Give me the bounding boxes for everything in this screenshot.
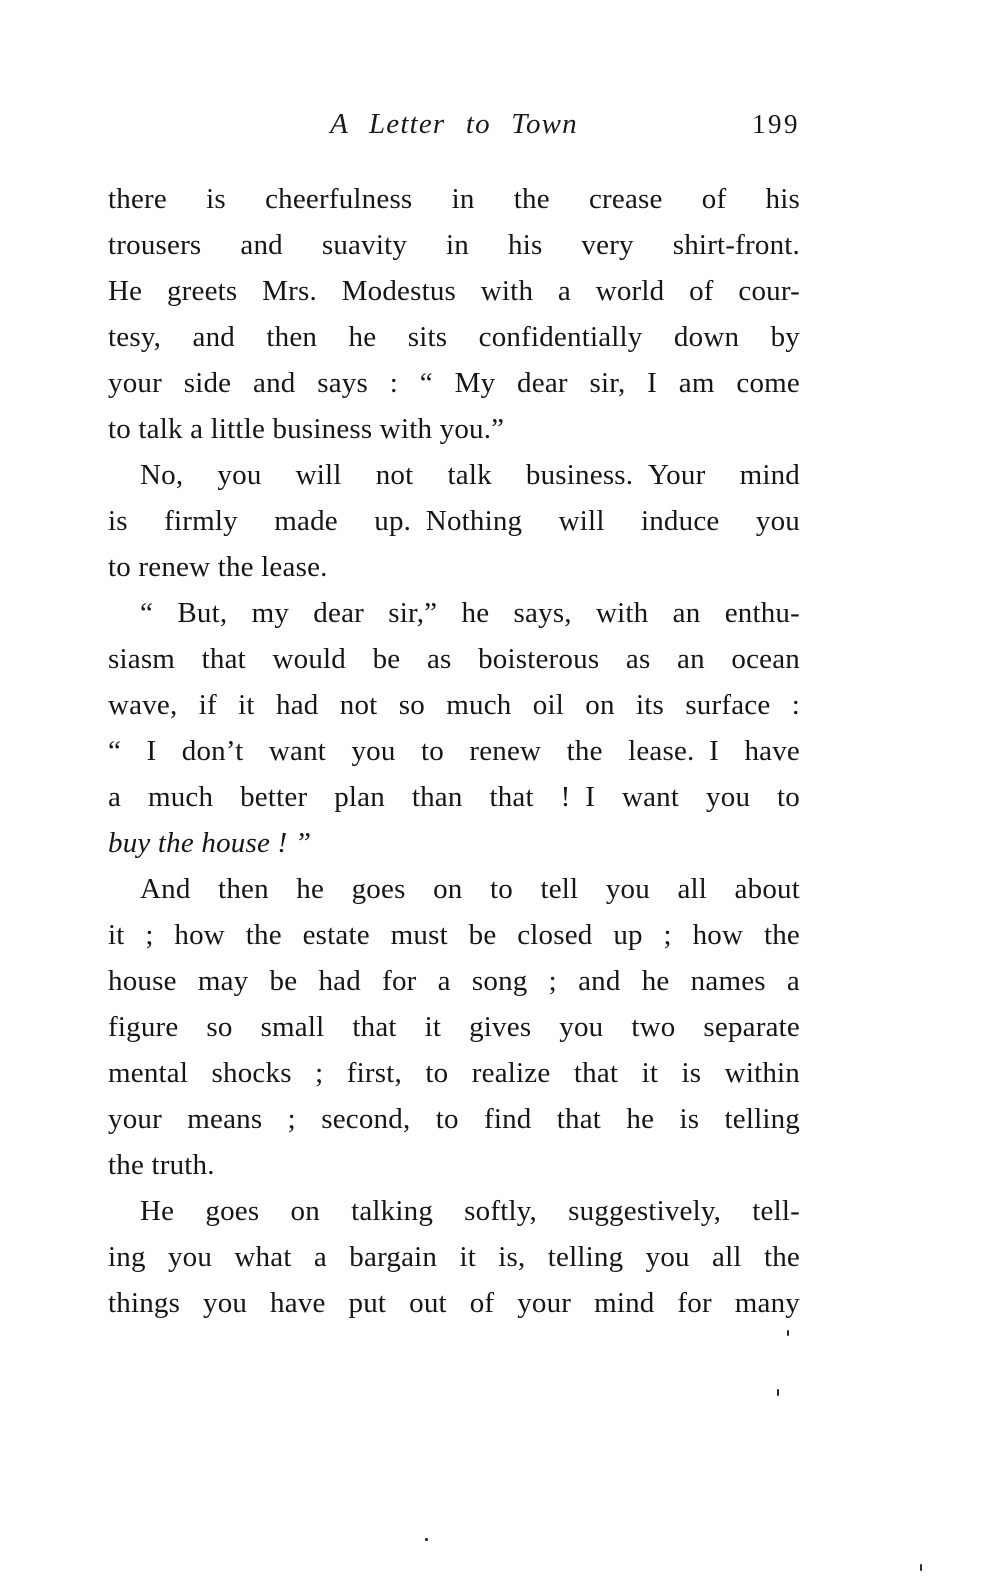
- running-header: [108, 108, 800, 148]
- text-line: ing you what a bargain it is, telling you all the: [108, 1241, 800, 1273]
- text-line: And then he goes on to tell you all about: [140, 873, 800, 905]
- text-line: wave, if it had not so much oil on its surface :: [108, 689, 800, 721]
- text-line: the truth.: [108, 1149, 215, 1181]
- text-line: He greets Mrs. Modestus with a world of cour-: [108, 275, 800, 307]
- text-line: to renew the lease.: [108, 551, 328, 583]
- text-line: tesy, and then he sits confidentially down by: [108, 321, 800, 353]
- text-line: No, you will not talk business. Your mind: [140, 459, 800, 491]
- text-line: trousers and suavity in his very shirt-front.: [108, 229, 800, 261]
- text-line: it ; how the estate must be closed up ; how the: [108, 919, 800, 951]
- paragraph: [108, 866, 800, 1188]
- text-line: He goes on talking softly, suggestively, tell-: [140, 1195, 800, 1227]
- scan-speck: [777, 1389, 779, 1396]
- text-line: mental shocks ; first, to realize that it is within: [108, 1057, 800, 1089]
- text-line: a much better plan than that ! I want you to: [108, 781, 800, 813]
- scan-speck: [920, 1564, 922, 1571]
- text-line: things you have put out of your mind for many: [108, 1287, 800, 1319]
- text-line: there is cheerfulness in the crease of his: [108, 183, 800, 215]
- text-line: figure so small that it gives you two separate: [108, 1011, 800, 1043]
- paragraph: [108, 176, 800, 452]
- page-number: 199: [752, 109, 800, 139]
- scan-speck: [425, 1538, 428, 1541]
- paragraph: [108, 590, 800, 866]
- text-line-italic: buy the house ! ”: [108, 827, 312, 859]
- text-line: your side and says : “ My dear sir, I am come: [108, 367, 800, 399]
- text-line: “ I don’t want you to renew the lease. I have: [108, 735, 800, 767]
- chapter-title: A Letter to Town: [330, 108, 578, 140]
- text-line: is firmly made up. Nothing will induce you: [108, 505, 800, 537]
- text-line: “ But, my dear sir,” he says, with an enthu-: [140, 597, 800, 629]
- scan-speck: [787, 1330, 789, 1336]
- text-line: siasm that would be as boisterous as an ocean: [108, 643, 800, 675]
- paragraph: [108, 1188, 800, 1326]
- text-line: your means ; second, to find that he is telling: [108, 1103, 800, 1135]
- text-line: house may be had for a song ; and he names a: [108, 965, 800, 997]
- text-block: [108, 176, 800, 1326]
- text-line: to talk a little business with you.”: [108, 413, 505, 445]
- paragraph: [108, 452, 800, 590]
